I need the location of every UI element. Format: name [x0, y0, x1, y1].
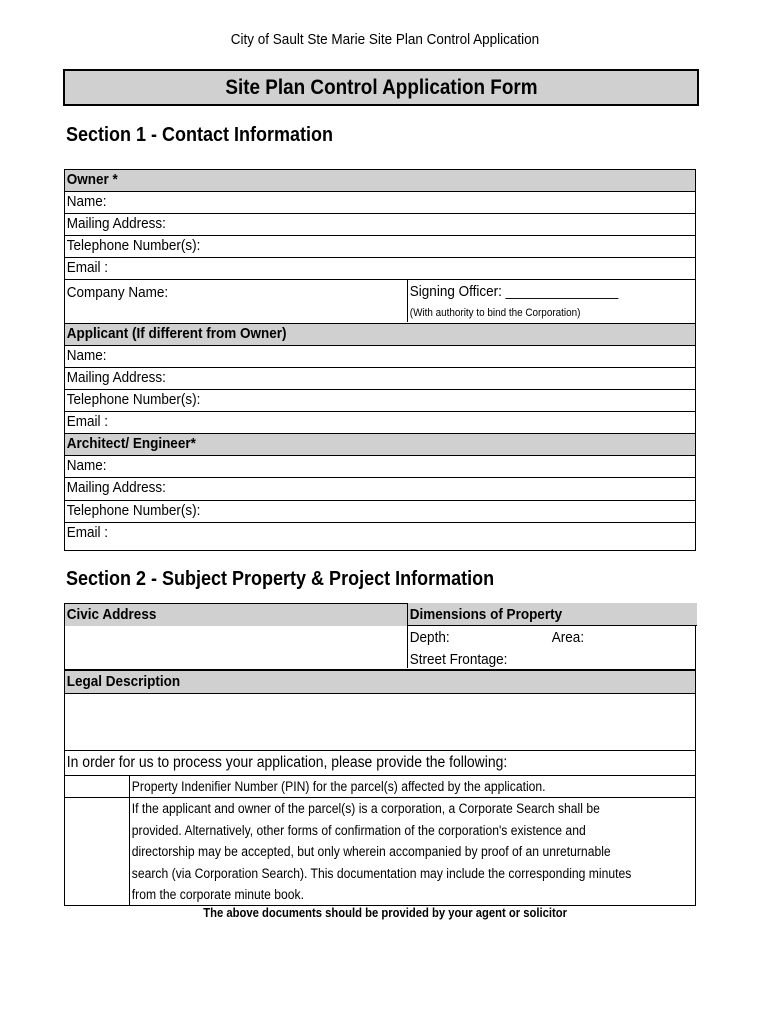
owner-name-field[interactable]: Name: — [64, 191, 696, 214]
civic-address-header: Civic Address — [65, 604, 407, 626]
form-title: Site Plan Control Application Form — [63, 69, 699, 106]
owner-telephone-field[interactable]: Telephone Number(s): — [64, 235, 696, 258]
applicant-header: Applicant (If different from Owner) — [64, 323, 696, 346]
section-1-title: Section 1 - Contact Information — [66, 124, 334, 146]
architect-header: Architect/ Engineer* — [64, 433, 696, 456]
depth-field[interactable]: Depth: — [409, 629, 450, 646]
footer-note: The above documents should be provided by your agent or solicitor — [203, 906, 567, 920]
address-dimensions-row — [64, 603, 696, 670]
owner-email-field[interactable]: Email : — [64, 257, 696, 280]
architect-telephone-field[interactable]: Telephone Number(s): — [64, 500, 696, 523]
instructions-row: In order for us to process your application, please provide the following: — [64, 750, 696, 776]
corporate-line-5: from the corporate minute book. — [131, 887, 305, 902]
corporate-line-2: provided. Alternatively, other forms of confirmation of the corporation's existence and — [131, 822, 586, 838]
applicant-email-field[interactable]: Email : — [64, 411, 696, 434]
architect-email-field[interactable]: Email : — [64, 522, 696, 551]
dimensions-cell — [407, 603, 698, 668]
pin-checkbox-cell[interactable] — [65, 776, 130, 797]
company-row — [64, 279, 696, 324]
corporate-checkbox-cell[interactable] — [65, 798, 130, 905]
civic-address-field[interactable] — [65, 626, 407, 670]
corporate-line-4: search (via Corporation Search). This documentation may include the corresponding minutes — [131, 865, 632, 881]
owner-mailing-field[interactable]: Mailing Address: — [64, 213, 696, 236]
area-field[interactable]: Area: — [551, 629, 585, 646]
signing-officer-field[interactable]: Signing Officer: _______________ — [409, 283, 619, 300]
pin-row — [64, 775, 696, 798]
corporate-line-1: If the applicant and owner of the parcel(s) is a corporation, a Corporate Search shall be — [131, 801, 600, 816]
applicant-mailing-field[interactable]: Mailing Address: — [64, 367, 696, 390]
applicant-name-field[interactable]: Name: — [64, 345, 696, 368]
section-2-title: Section 2 - Subject Property & Project Information — [66, 568, 495, 590]
applicant-telephone-field[interactable]: Telephone Number(s): — [64, 389, 696, 412]
architect-mailing-field[interactable]: Mailing Address: — [64, 477, 696, 501]
company-name-field[interactable]: Company Name: — [66, 284, 169, 301]
legal-description-header: Legal Description — [64, 670, 696, 694]
document-title: City of Sault Ste Marie Site Plan Control Application — [230, 31, 540, 48]
street-frontage-field[interactable]: Street Frontage: — [409, 651, 508, 668]
corporate-requirement — [130, 798, 687, 906]
signing-officer-cell[interactable] — [407, 279, 698, 322]
corporate-line-3: directorship may be accepted, but only wherein accompanied by proof of an unreturnable — [131, 844, 611, 859]
authority-note: (With authority to bind the Corporation) — [409, 307, 581, 319]
legal-description-field[interactable] — [64, 693, 696, 751]
dimensions-header: Dimensions of Property — [408, 603, 697, 626]
architect-name-field[interactable]: Name: — [64, 455, 696, 478]
owner-header: Owner * — [64, 169, 696, 192]
pin-requirement: Property Indenifier Number (PIN) for the parcel(s) affected by the application. — [131, 779, 546, 794]
corporate-row — [64, 797, 696, 906]
